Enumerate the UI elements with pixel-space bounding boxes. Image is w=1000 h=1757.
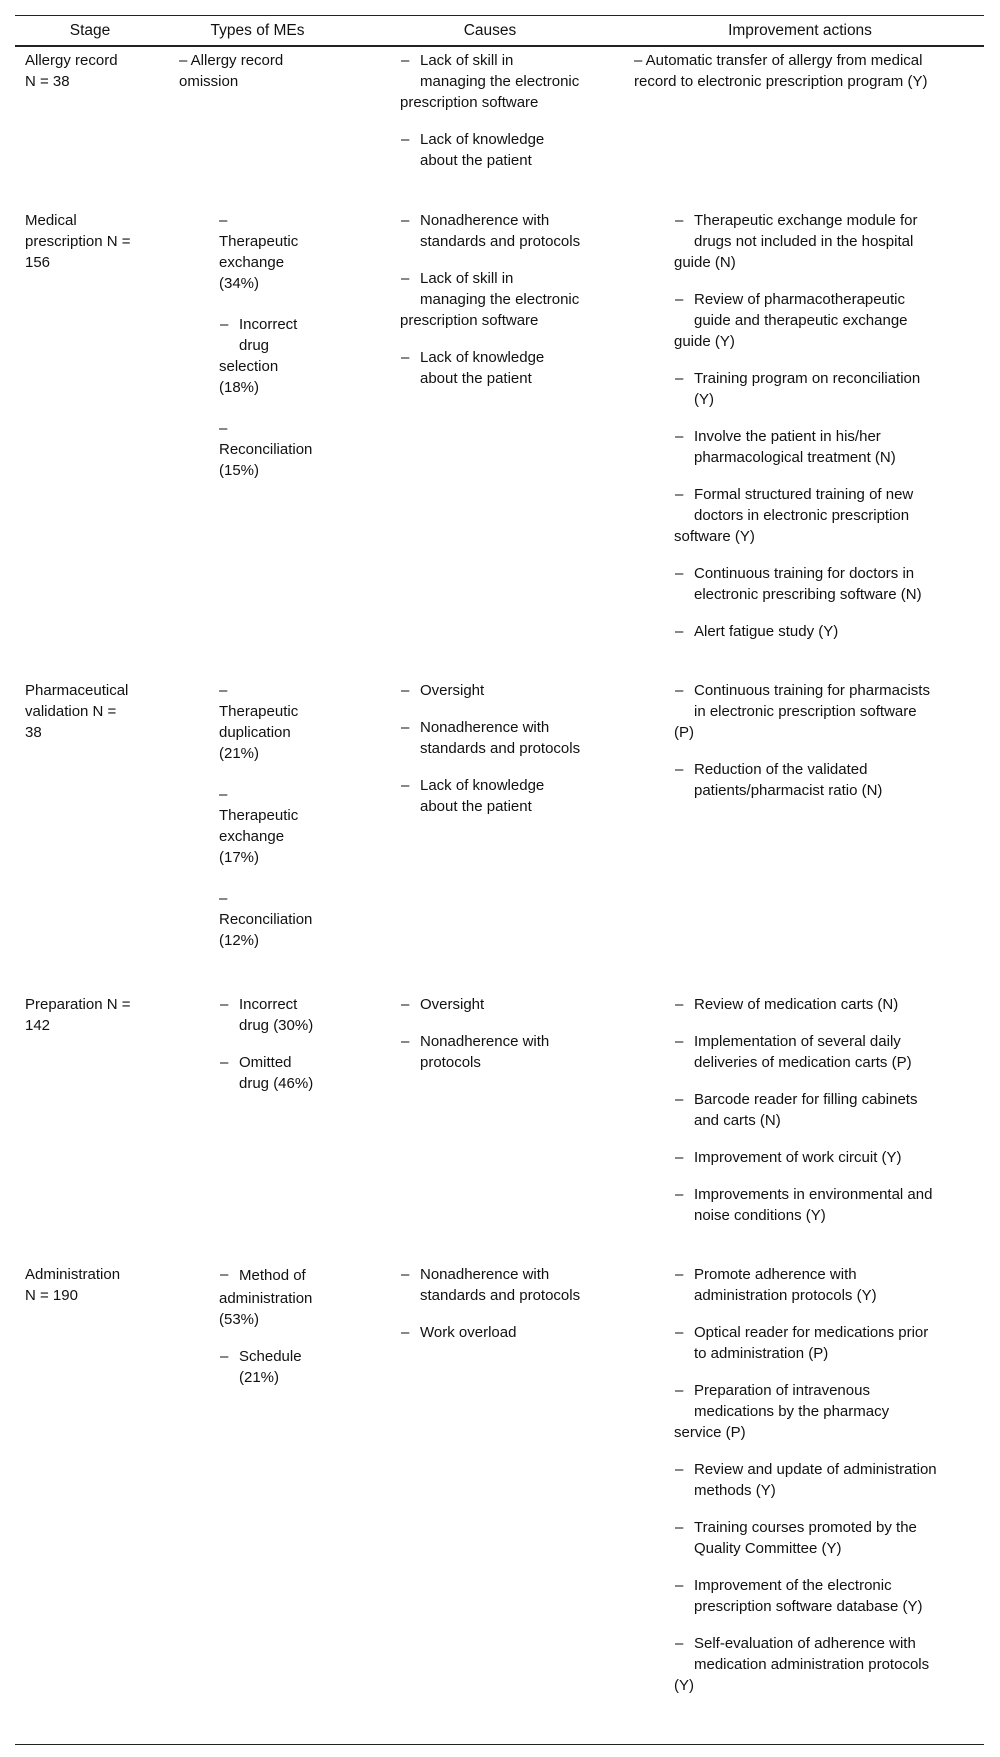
header-improvement-actions: Improvement actions: [728, 22, 872, 39]
row-1-cause-1: – Lack of skill in managing the electronic prescription software: [400, 270, 580, 329]
row-1-cause-2: – Lack of knowledge about the patient: [401, 349, 545, 387]
row-2-cause-2: – Lack of knowledge about the patient: [401, 777, 545, 815]
table-top-rule: [15, 15, 984, 16]
row-2-stage: Pharmaceutical validation N = 38: [25, 682, 129, 741]
table-bottom-rule: [15, 1744, 984, 1745]
row-1-action-4: – Formal structured training of new doctors in electronic prescription software (Y): [674, 486, 914, 545]
row-4-action-2: – Preparation of intravenous medications by the pharmacy service (P): [674, 1382, 890, 1441]
row-2-cause-0: – Oversight: [401, 682, 485, 699]
row-3-action-2: – Barcode reader for filling cabinets and carts (N): [675, 1091, 918, 1129]
row-1-type-1: – Incorrect drug selection (18%): [219, 316, 298, 396]
row-1-action-3: – Involve the patient in his/her pharmacological treatment (N): [675, 428, 896, 466]
row-3-cause-0: – Oversight: [401, 996, 485, 1013]
row-3-action-4: – Improvements in environmental and noise conditions (Y): [675, 1186, 933, 1224]
row-4-cause-0: – Nonadherence with standards and protocols: [401, 1266, 581, 1304]
row-4-action-0: – Promote adherence with administration protocols (Y): [675, 1266, 877, 1304]
row-3-stage: Preparation N = 142: [25, 996, 131, 1034]
row-1-cause-0: – Nonadherence with standards and protocols: [401, 212, 581, 250]
row-1-action-1: – Review of pharmacotherapeutic guide and therapeutic exchange guide (Y): [674, 291, 908, 350]
row-1-action-6: – Alert fatigue study (Y): [675, 623, 839, 640]
row-3-cause-1: – Nonadherence with protocols: [401, 1033, 550, 1071]
row-1-stage: Medical prescription N = 156: [25, 212, 131, 271]
row-0-cause-0: – Lack of skill in managing the electronic prescription software: [400, 52, 580, 111]
row-0-action-0: – Automatic transfer of allergy from medical record to electronic prescription program (Y): [634, 52, 928, 90]
row-3-action-3: – Improvement of work circuit (Y): [675, 1149, 902, 1166]
row-1-type-0: – Therapeutic exchange (34%): [219, 212, 299, 292]
table-header-rule: [15, 45, 984, 47]
row-4-action-1: – Optical reader for medications prior to administration (P): [675, 1324, 929, 1362]
row-1-action-0: – Therapeutic exchange module for drugs not included in the hospital guide (N): [674, 212, 918, 271]
row-2-action-0: – Continuous training for pharmacists in electronic prescription software (P): [674, 682, 930, 741]
header-causes: Causes: [463, 22, 517, 39]
header-types-of-mes: Types of MEs: [210, 22, 305, 39]
row-1-type-2: – Reconciliation (15%): [219, 420, 313, 479]
row-2-type-1: – Therapeutic exchange (17%): [219, 786, 299, 866]
row-4-action-4: – Training courses promoted by the Quality Committee (Y): [675, 1519, 917, 1557]
row-4-type-1: – Schedule (21%): [220, 1348, 302, 1386]
row-2-type-0: – Therapeutic duplication (21%): [219, 682, 299, 762]
row-4-action-3: – Review and update of administration methods (Y): [675, 1461, 937, 1499]
row-3-action-0: – Review of medication carts (N): [675, 996, 899, 1013]
row-1-action-5: – Continuous training for doctors in electronic prescribing software (N): [675, 565, 922, 603]
row-4-type-0: – Method of administration (53%): [219, 1266, 313, 1328]
row-1-action-2: – Training program on reconciliation (Y): [675, 370, 921, 408]
row-0-type: – Allergy record omission: [179, 52, 284, 90]
row-4-stage: Administration N = 190: [25, 1266, 121, 1304]
row-2-cause-1: – Nonadherence with standards and protocols: [401, 719, 581, 757]
row-0-stage: Allergy record N = 38: [25, 52, 118, 90]
row-3-type-1: – Omitted drug (46%): [220, 1054, 314, 1092]
row-2-type-2: – Reconciliation (12%): [219, 890, 313, 949]
row-3-type-0: – Incorrect drug (30%): [220, 996, 314, 1034]
row-0-cause-1: – Lack of knowledge about the patient: [401, 131, 545, 169]
row-2-action-1: – Reduction of the validated patients/pharmacist ratio (N): [675, 761, 883, 799]
header-stage: Stage: [69, 22, 111, 39]
row-4-cause-1: – Work overload: [401, 1324, 517, 1341]
row-3-action-1: – Implementation of several daily deliveries of medication carts (P): [675, 1033, 912, 1071]
row-4-action-6: – Self-evaluation of adherence with medication administration protocols (Y): [674, 1635, 930, 1694]
row-4-action-5: – Improvement of the electronic prescription software database (Y): [675, 1577, 923, 1615]
